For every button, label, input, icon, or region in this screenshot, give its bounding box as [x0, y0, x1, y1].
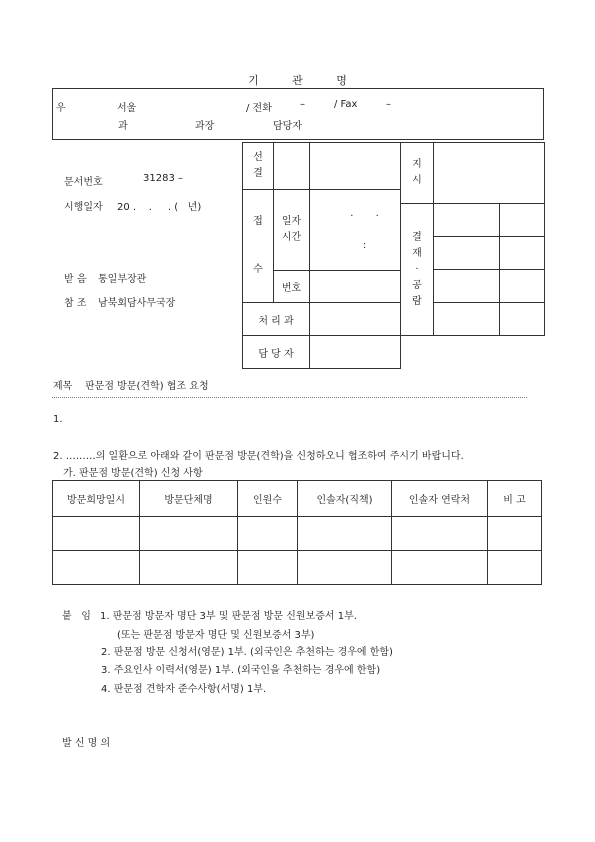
table-cell — [298, 551, 392, 585]
attachment-item-2: 2. 판문점 방문 신청서(영문) 1부. (외국인은 추천하는 경우에 한함) — [101, 647, 393, 658]
table-cell — [53, 551, 140, 585]
su-label: 수 — [253, 264, 263, 275]
approval-cell — [500, 270, 545, 303]
jeop-su-cell — [243, 190, 274, 303]
visit-table — [52, 480, 542, 585]
attachment-item-4: 4. 판문점 견학자 준수사항(서명) 1부. — [101, 684, 267, 695]
seon-gyeol-field — [274, 143, 310, 190]
date-time-label-cell — [274, 190, 310, 271]
side-1: 결 — [412, 231, 422, 243]
table-cell — [488, 517, 542, 551]
date-time-value-cell — [310, 190, 401, 271]
org-dept-label: 과 — [118, 121, 128, 132]
table-cell — [140, 551, 238, 585]
date-label: 일자 — [281, 216, 302, 227]
body-item-1: 1. — [53, 414, 63, 425]
side-3: · — [415, 263, 419, 275]
side-2: 재 — [412, 247, 422, 259]
subject-label: 제목 — [53, 381, 73, 392]
body-sub-heading: 가. 판문점 방문(견학) 신청 사항 — [63, 468, 203, 479]
officer-label-cell — [243, 336, 310, 369]
doc-number-label: 문서번호 — [64, 177, 103, 188]
subject-text: 판문점 방문(견학) 협조 요청 — [85, 381, 209, 392]
number-label-cell — [274, 271, 310, 303]
subject-divider — [52, 397, 527, 398]
header-cell: 방문희망일시 — [53, 481, 140, 517]
table-cell — [392, 551, 488, 585]
seon-gyeol-cell — [243, 143, 274, 190]
visit-table-header — [53, 481, 542, 517]
processing-value-cell — [310, 303, 401, 336]
reception-table — [242, 142, 401, 369]
table-cell — [140, 517, 238, 551]
org-fax-label: / Fax — [334, 99, 358, 110]
gyeol-label: 결 — [253, 168, 263, 179]
number-label: 번호 — [281, 283, 302, 294]
approval-cell — [500, 237, 545, 270]
org-city: 서울 — [117, 103, 137, 114]
org-officer-label: 담당자 — [273, 121, 302, 132]
officer-label: 담 당 자 — [258, 348, 294, 360]
body-item-2: 2. ………의 일환으로 아래와 같이 판문점 방문(견학)을 신청하오니 협조하여 주시기 바랍니다. — [53, 451, 464, 462]
attachment-item-1-note: (또는 판문점 방문자 명단 및 신원보증서 3부) — [117, 630, 315, 641]
table-cell — [488, 551, 542, 585]
jeop-label: 접 — [253, 216, 263, 227]
seon-label: 선 — [253, 152, 263, 163]
jisi-cell — [401, 143, 434, 204]
doc-recipient-value: 통일부장관 — [98, 274, 147, 285]
header-cell: 인원수 — [238, 481, 298, 517]
table-cell — [53, 517, 140, 551]
org-title: 기 관 명 — [248, 74, 347, 87]
org-chief-label: 과장 — [195, 121, 215, 132]
org-fax-dash: – — [386, 99, 391, 110]
approval-cell — [500, 204, 545, 237]
approval-table — [400, 142, 545, 336]
approval-cell — [434, 303, 500, 336]
processing-label: 처 리 과 — [258, 315, 294, 327]
time-label: 시간 — [281, 232, 302, 243]
seon-gyeol-field-2 — [310, 143, 401, 190]
date-marks: . . — [350, 208, 379, 219]
side-4: 공 — [412, 279, 422, 291]
header-cell: 인솔자 연락처 — [392, 481, 488, 517]
doc-date-label: 시행일자 — [64, 202, 103, 213]
org-phone-label: / 전화 — [246, 103, 272, 114]
table-cell — [298, 517, 392, 551]
table-cell — [238, 551, 298, 585]
org-prefix: 우 — [56, 103, 66, 114]
approval-cell — [434, 270, 500, 303]
approval-cell — [434, 204, 500, 237]
ji-label: 지 — [412, 159, 422, 170]
header-cell: 인솔자(직책) — [298, 481, 392, 517]
processing-label-cell — [243, 303, 310, 336]
jisi-field — [434, 143, 545, 204]
table-row — [53, 551, 542, 585]
sender-label: 발 신 명 의 — [62, 738, 111, 749]
table-cell — [238, 517, 298, 551]
number-value-cell — [310, 271, 401, 303]
si-label: 시 — [412, 175, 422, 186]
attachment-item-1: 1. 판문점 방문자 명단 3부 및 판문점 방문 신원보증서 1부. — [100, 611, 357, 622]
attachments-label: 붙 임 — [62, 611, 91, 622]
doc-ref-label: 참 조 — [64, 298, 87, 309]
approval-cell — [434, 237, 500, 270]
header-cell: 방문단체명 — [140, 481, 238, 517]
approval-cell — [500, 303, 545, 336]
org-info-box — [52, 88, 544, 140]
table-row — [53, 517, 542, 551]
side-5: 람 — [412, 295, 422, 307]
doc-ref-value: 남북회담사무국장 — [98, 298, 176, 309]
gyeoljae-cell — [401, 204, 434, 336]
officer-value-cell — [310, 336, 401, 369]
doc-recipient-label: 받 음 — [64, 274, 87, 285]
time-marks: : — [362, 240, 367, 251]
header-cell: 비 고 — [488, 481, 542, 517]
doc-number-value: 31283 – — [143, 173, 183, 184]
org-phone-dash: – — [300, 99, 305, 110]
attachment-item-3: 3. 주요인사 이력서(영문) 1부. (외국인을 추천하는 경우에 한함) — [101, 665, 381, 676]
doc-date-value: 20 . . . ( 년) — [117, 202, 202, 213]
table-cell — [392, 517, 488, 551]
